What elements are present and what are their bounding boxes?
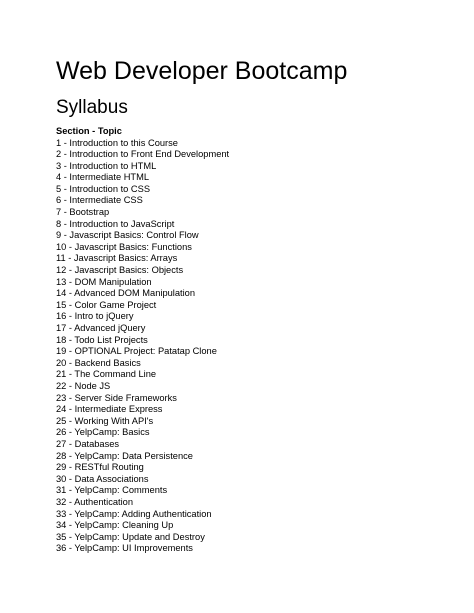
topic-item: 3 - Introduction to HTML — [56, 160, 157, 171]
topic-item: 15 - Color Game Project — [56, 299, 157, 310]
topic-item: 12 - Javascript Basics: Objects — [56, 265, 184, 276]
topic-item: 11 - Javascript Basics: Arrays — [56, 253, 178, 264]
section-topic-header: Section - Topic — [56, 126, 122, 136]
topic-item: 33 - YelpCamp: Adding Authentication — [56, 508, 212, 519]
topic-item: 13 - DOM Manipulation — [56, 276, 152, 287]
topic-item: 24 - Intermediate Express — [56, 404, 163, 415]
document-subtitle: Syllabus — [56, 97, 128, 118]
topic-item: 5 - Introduction to CSS — [56, 183, 151, 194]
topic-item: 28 - YelpCamp: Data Persistence — [56, 450, 193, 461]
topic-item: 16 - Intro to jQuery — [56, 311, 134, 322]
topic-item: 10 - Javascript Basics: Functions — [56, 241, 192, 252]
topic-item: 31 - YelpCamp: Comments — [56, 485, 168, 496]
topic-item: 22 - Node JS — [56, 380, 111, 391]
topic-item: 35 - YelpCamp: Update and Destroy — [56, 531, 205, 542]
topic-item: 26 - YelpCamp: Basics — [56, 427, 150, 438]
topic-item: 2 - Introduction to Front End Development — [56, 149, 230, 160]
topic-item: 17 - Advanced jQuery — [56, 323, 146, 333]
topic-item: 25 - Working With API's — [56, 415, 154, 426]
topic-item: 6 - Intermediate CSS — [56, 195, 143, 206]
topic-item: 36 - YelpCamp: UI Improvements — [56, 543, 193, 554]
topic-item: 23 - Server Side Frameworks — [56, 392, 177, 403]
topic-item: 29 - RESTful Routing — [56, 462, 144, 473]
topic-item: 7 - Bootstrap — [56, 207, 110, 218]
topic-list — [56, 138, 229, 555]
topic-item: 32 - Authentication — [56, 496, 134, 507]
topic-item: 34 - YelpCamp: Cleaning Up — [56, 520, 174, 531]
topic-item: 8 - Introduction to JavaScript — [56, 218, 175, 229]
topic-item: 21 - The Command Line — [56, 369, 157, 380]
topic-item: 19 - OPTIONAL Project: Patatap Clone — [56, 346, 217, 357]
topic-item: 27 - Databases — [56, 438, 120, 449]
topic-item: 9 - Javascript Basics: Control Flow — [56, 230, 199, 241]
topic-item: 1 - Introduction to this Course — [56, 137, 178, 148]
topic-item: 30 - Data Associations — [56, 473, 149, 484]
document-title: Web Developer Bootcamp — [56, 57, 348, 85]
topic-item: 18 - Todo List Projects — [56, 334, 148, 345]
topic-item: 20 - Backend Basics — [56, 357, 141, 368]
topic-item: 14 - Advanced DOM Manipulation — [56, 288, 196, 299]
topic-item: 4 - Intermediate HTML — [56, 172, 150, 183]
